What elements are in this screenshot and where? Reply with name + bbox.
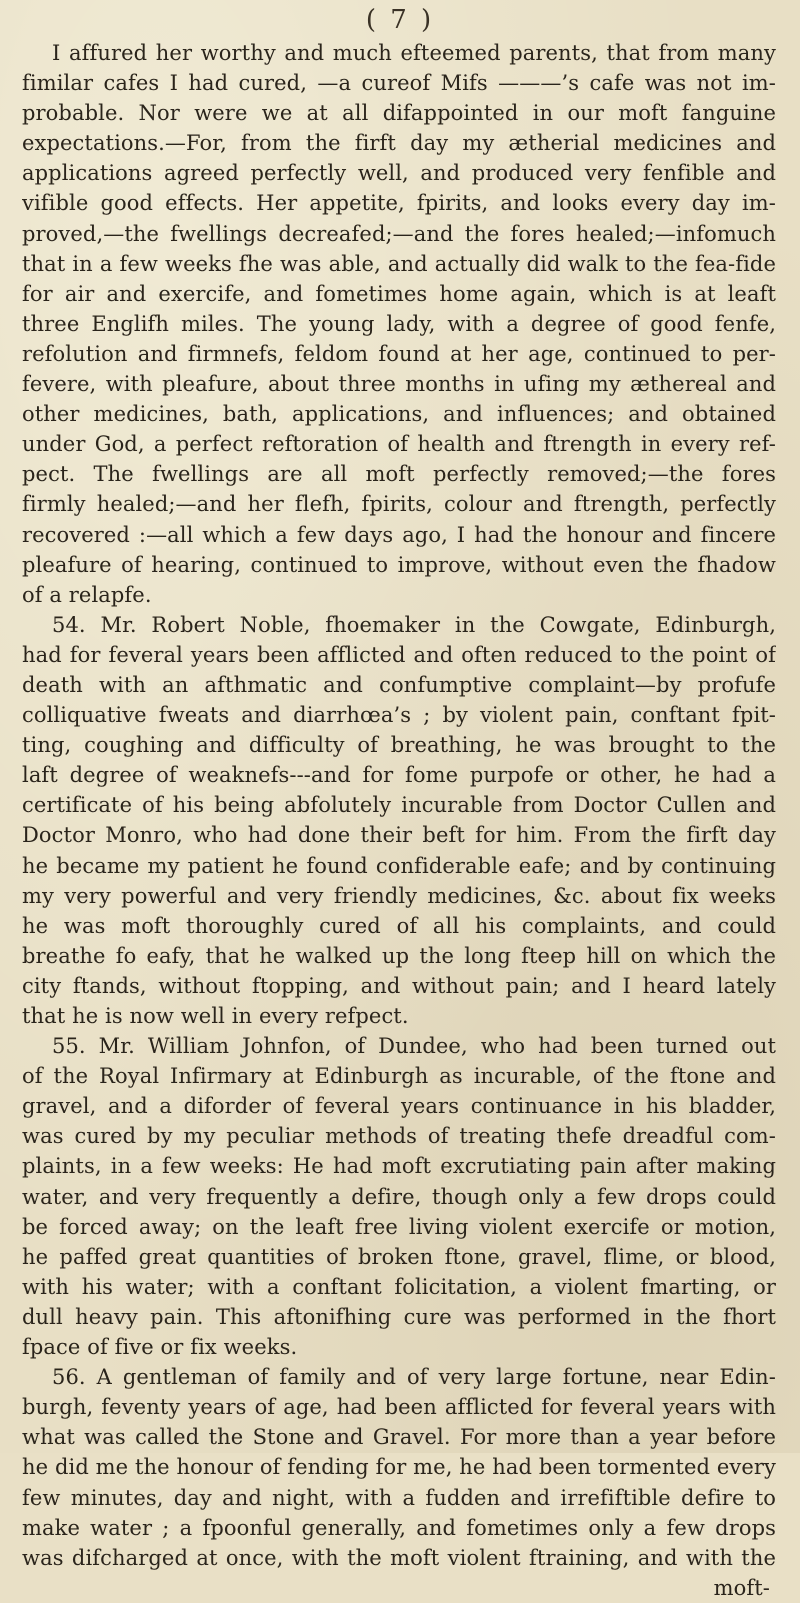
text-line: expectations.—For, from the firft day my ætherial medicines and xyxy=(22,131,776,156)
text-line: that in a few weeks fhe was able, and actually did walk to the fea-fide xyxy=(22,251,776,276)
text-line: fevere, with pleafure, about three months in ufing my æthereal and xyxy=(22,372,776,397)
text-line: make water ; a fpoonful generally, and fometimes only a few drops xyxy=(22,1515,776,1540)
text-line: was difcharged at once, with the moft violent ftraining, and with the xyxy=(22,1545,776,1570)
text-line: fimilar cafes I had cured, —a cureof Mifs ———’s cafe was not im- xyxy=(22,71,776,96)
text-line: he did me the honour of fending for me, he had been tormented every xyxy=(22,1455,776,1480)
paragraph-56-start: 56. A gentleman of family and of very large fortune, near Edin- xyxy=(52,1365,776,1390)
body-text xyxy=(22,38,776,1603)
catchword: moft- xyxy=(713,1575,770,1600)
text-line: be forced away; on the leaft free living violent exercife or motion, xyxy=(22,1214,776,1239)
text-line: gravel, and a diforder of feveral years continuance in his bladder, xyxy=(22,1094,776,1119)
text-line: pleafure of hearing, continued to improve, without even the fhadow xyxy=(22,552,776,577)
text-line: of a relapfe. xyxy=(22,582,152,607)
text-line: vifible good effects. Her appetite, fpirits, and looks every day im- xyxy=(22,191,776,216)
text-line: for air and exercife, and fometimes home again, which is at leaft xyxy=(22,281,776,306)
text-line: three Englifh miles. The young lady, with a degree of good fenfe, xyxy=(22,311,776,336)
text-line: Doctor Monro, who had done their beft for him. From the firft day xyxy=(22,823,776,848)
text-line: plaints, in a few weeks: He had moft excrutiating pain after making xyxy=(22,1154,776,1179)
text-line: refolution and firmnefs, feldom found at her age, continued to per- xyxy=(22,341,776,366)
text-line: pect. The fwellings are all moft perfectly removed;—the fores xyxy=(22,462,776,487)
text-line: fpace of five or fix weeks. xyxy=(22,1335,298,1360)
text-line: had for feveral years been afflicted and often reduced to the point of xyxy=(22,642,776,667)
text-line: certificate of his being abfolutely incurable from Doctor Cullen and xyxy=(22,793,776,818)
text-line: was cured by my peculiar methods of treating thefe dreadful com- xyxy=(22,1124,776,1149)
paragraph-54-start: 54. Mr. Robert Noble, fhoemaker in the Cowgate, Edinburgh, xyxy=(52,612,776,637)
text-line: of the Royal Infirmary at Edinburgh as incurable, of the ftone and xyxy=(22,1064,776,1089)
text-line: he paffed great quantities of broken ftone, gravel, flime, or blood, xyxy=(22,1244,776,1269)
text-line: few minutes, day and night, with a fudden and irrefiftible defire to xyxy=(22,1485,776,1510)
text-line: applications agreed perfectly well, and produced very fenfible and xyxy=(22,161,776,186)
text-line: city ftands, without ftopping, and without pain; and I heard lately xyxy=(22,973,776,998)
text-line: under God, a perfect reftoration of health and ftrength in every ref- xyxy=(22,432,776,457)
text-line: probable. Nor were we at all difappointed in our moft fanguine xyxy=(22,101,776,126)
text-line: proved,—the fwellings decreafed;—and the fores healed;—infomuch xyxy=(22,221,776,246)
text-line: water, and very frequently a defire, though only a few drops could xyxy=(22,1184,776,1209)
text-line: what was called the Stone and Gravel. For more than a year before xyxy=(22,1425,776,1450)
text-line: burgh, feventy years of age, had been afflicted for feveral years with xyxy=(22,1395,776,1420)
text-line: with his water; with a conftant folicitation, a violent fmarting, or xyxy=(22,1274,776,1299)
text-line: he became my patient he found confiderable eafe; and by continuing xyxy=(22,853,776,878)
text-line: laft degree of weaknefs---and for fome purpofe or other, he had a xyxy=(22,763,776,788)
text-line: ting, coughing and difficulty of breathing, he was brought to the xyxy=(22,733,776,758)
text-line: dull heavy pain. This aftonifhing cure was performed in the fhort xyxy=(22,1304,776,1329)
text-line: he was moft thoroughly cured of all his complaints, and could xyxy=(22,913,776,938)
text-line: I affured her worthy and much efteemed parents, that from many xyxy=(52,41,776,65)
text-line: firmly healed;—and her flefh, fpirits, colour and ftrength, perfectly xyxy=(22,492,776,517)
text-line: my very powerful and very friendly medicines, &c. about fix weeks xyxy=(22,883,776,908)
page-number: ( 7 ) xyxy=(365,5,435,35)
text-line: that he is now well in every refpect. xyxy=(22,1004,409,1028)
paragraph-55-start: 55. Mr. William Johnfon, of Dundee, who had been turned out xyxy=(52,1034,776,1059)
text-line: death with an afthmatic and confumptive complaint—by profufe xyxy=(22,672,776,697)
text-line: colliquative fweats and diarrhœa’s ; by violent pain, conftant fpit- xyxy=(22,703,776,728)
text-line: other medicines, bath, applications, and influences; and obtained xyxy=(22,402,776,427)
text-line: breathe fo eafy, that he walked up the long fteep hill on which the xyxy=(22,943,776,968)
text-line: recovered :—all which a few days ago, I had the honour and fincere xyxy=(22,522,776,547)
